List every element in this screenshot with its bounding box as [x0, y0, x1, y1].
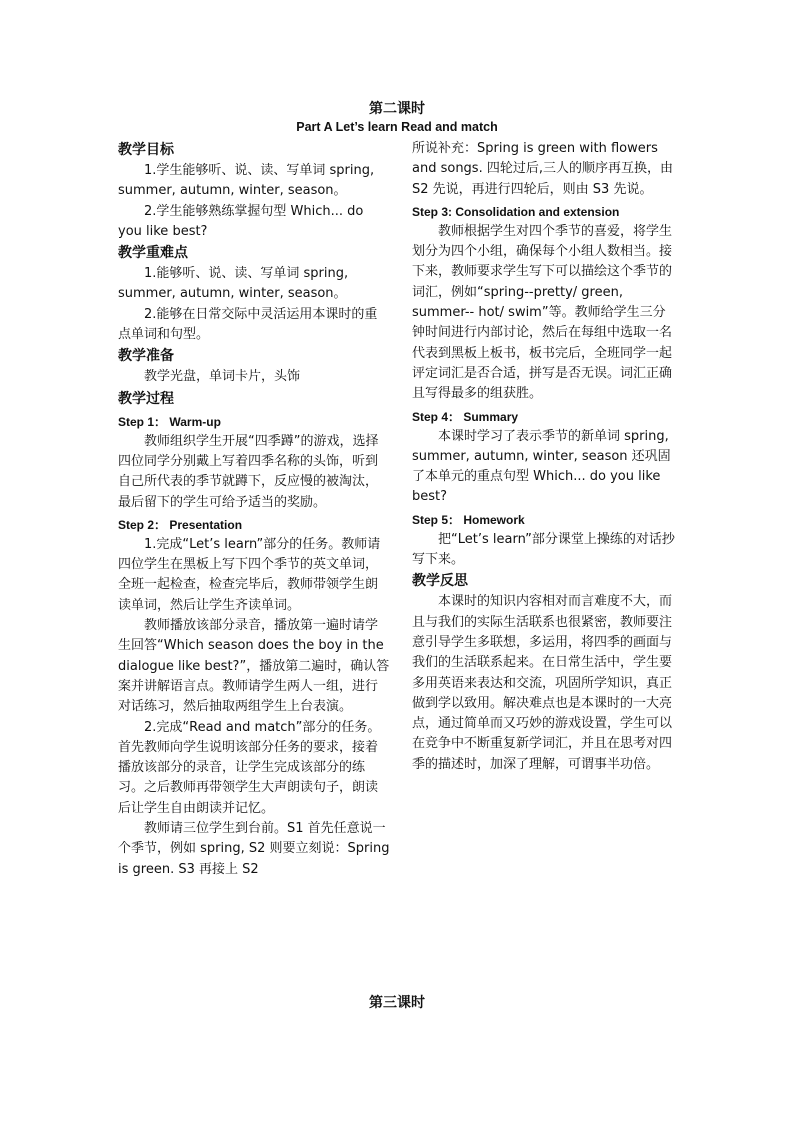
section-heading: 教学目标 — [118, 142, 174, 158]
body-paragraph: 本课时学习了表示季节的新单词 spring, summer, autumn, winter, season 还巩固了本单元的重点句型 Which... do you like best? — [412, 428, 671, 505]
body-paragraph: 教师组织学生开展“四季蹲”的游戏，选择四位同学分别戴上写着四季名称的头饰，听到自己所代表的季节就蹲下，反应慢的被淘汰，最后留下的学生可给予适当的奖励。 — [118, 433, 379, 510]
body-paragraph: 教师请三位学生到台前。S1 首先任意说一个季节，例如 spring, S2 则要立刻说：Spring is green. S3 再接上 S2 — [118, 821, 390, 877]
step-heading: Step 4： Summary — [412, 409, 519, 424]
right-column — [412, 139, 678, 775]
step-heading: Step 3: Consolidation and extension — [412, 204, 620, 219]
body-paragraph: 1.完成“Let’s learn”部分的任务。教师请四位学生在黑板上写下四个季节的英文单词，全班一起检查，检查完毕后，教师带领学生朗读单词，然后让学生齐读单词。 — [118, 536, 381, 613]
body-paragraph: 教师根据学生对四个季节的喜爱，将学生划分为四个小组，确保每个小组人数相当。接下来，教师要求学生写下可以描绘这个季节的词汇，例如“spring--pretty/ green, summer-- hot/ swim”等。教师给学生三分钟时间进行内部讨论，然后在每组中选取一名代表到黑板上板书，板书完后，全班同学一起评定词汇是否合适，拼写是否无误。词汇正确且写得最多的组获胜。 — [412, 223, 673, 402]
step-heading: Step 5： Homework — [412, 512, 525, 527]
section-heading: 教学准备 — [118, 348, 174, 365]
body-paragraph: 2.能够在日常交际中灵活运用本课时的重点单词和句型。 — [118, 306, 378, 343]
body-paragraph: 2.完成“Read and match”部分的任务。首先教师向学生说明该部分任务的要求，接着播放该部分的录音，让学生完成该部分的练习。之后教师再带领学生大声朗读句子，朗读后让学生自由朗读并记忆。 — [118, 719, 381, 816]
lesson-subtitle: Part A Let’s learn Read and match — [296, 120, 498, 134]
next-lesson-title: 第三课时 — [369, 995, 425, 1011]
step-heading: Step 1： Warm-up — [118, 414, 221, 429]
body-paragraph: 教学光盘，单词卡片，头饰 — [144, 369, 301, 385]
step-heading: Step 2： Presentation — [118, 517, 243, 532]
lesson-title: 第二课时 — [369, 101, 425, 117]
section-heading: 教学重难点 — [118, 245, 188, 262]
section-heading: 教学过程 — [118, 390, 174, 407]
body-paragraph: 本课时的知识内容相对而言难度不大，而且与我们的实际生活联系也很紧密，教师要注意引导学生多联想，多运用，将四季的画面与我们的生活联系起来。在日常生活中，学生要多用英语来表达和交流，巩固所学知识，真正做到学以致用。解决难点也是本课时的一大亮点，通过简单而又巧妙的游戏设置，学生可以在竞争中不断重复新学词汇，并且在思考对四季的描述时，加深了理解，可谓事半功倍。 — [412, 594, 673, 772]
left-column — [118, 139, 390, 880]
section-heading: 教学反思 — [412, 573, 468, 590]
body-paragraph: 1.能够听、说、读、写单词 spring, summer, autumn, winter, season。 — [118, 266, 349, 302]
body-paragraph: 教师播放该部分录音，播放第一遍时请学生回答“Which season does the boy in the dialogue like best?”，播放第二遍时，确认答案并讲解语言点。教师请学生两人一组，进行对话练习，然后抽取两组学生上台表演。 — [118, 618, 390, 715]
body-paragraph: 把“Let’s learn”部分课堂上操练的对话抄写下来。 — [412, 531, 675, 568]
body-paragraph: 1.学生能够听、说、读、写单词 spring, summer, autumn, winter, season。 — [118, 163, 375, 199]
body-paragraph: 2.学生能够熟练掌握句型 Which... do you like best? — [118, 203, 364, 239]
body-paragraph: 所说补充：Spring is green with flowers and songs. 四轮过后,三人的顺序再互换，由 S2 先说，再进行四轮后，则由 S3 先说。 — [412, 141, 673, 197]
